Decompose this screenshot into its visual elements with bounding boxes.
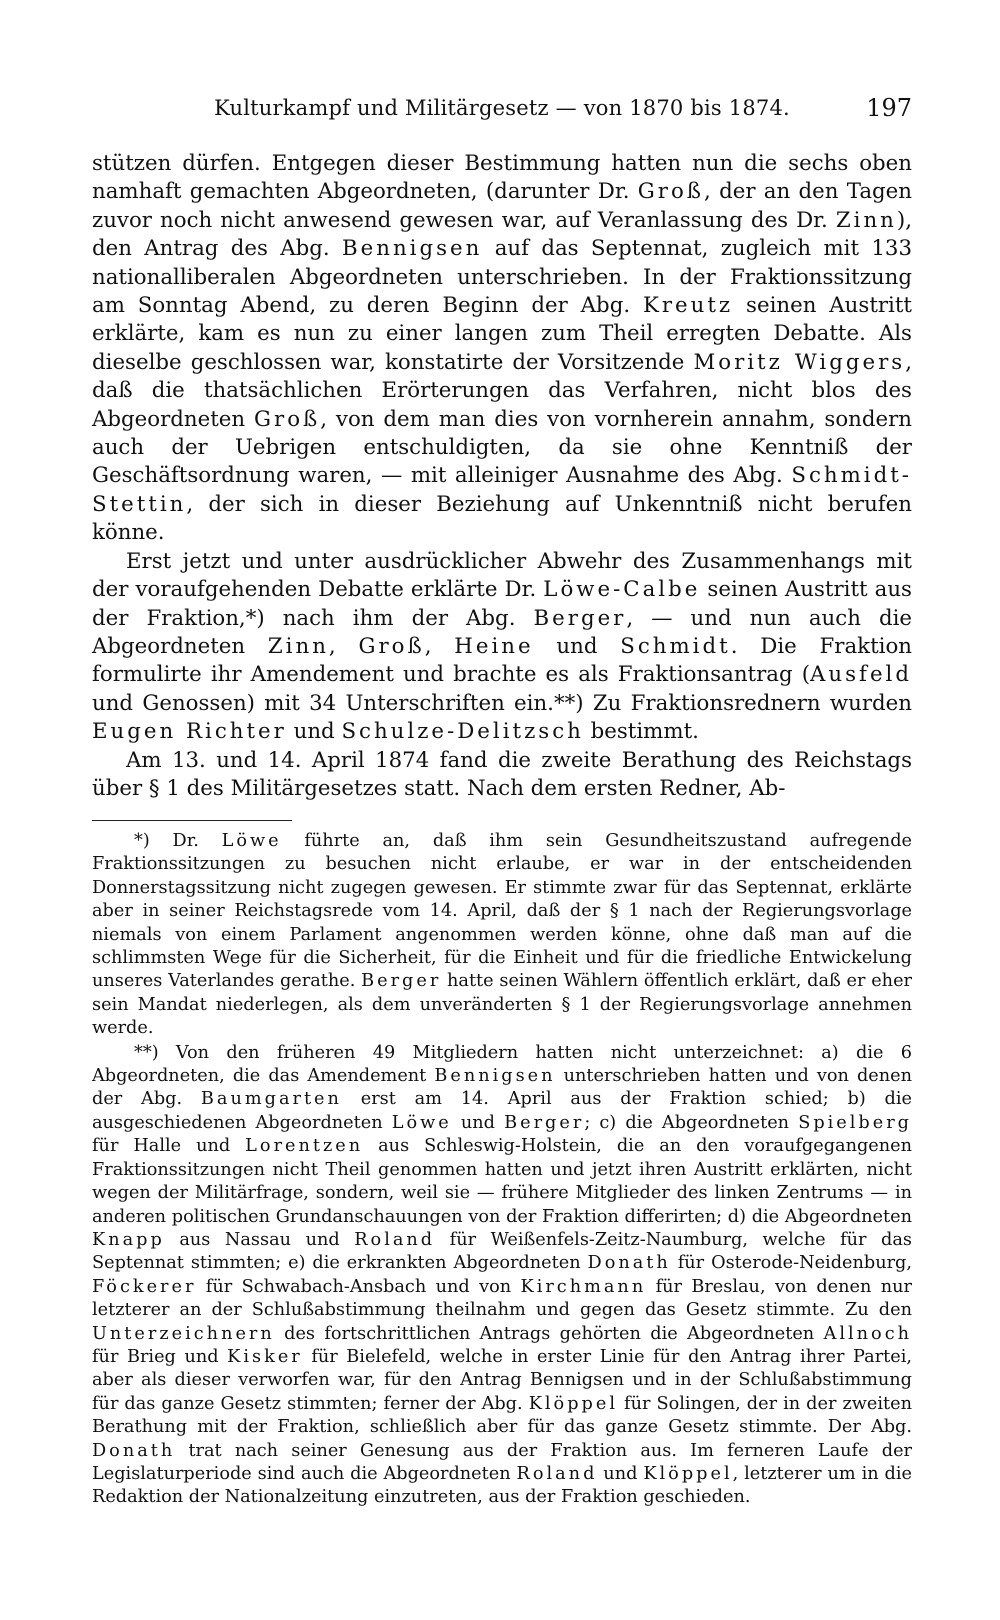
- text-run: *) Dr.: [134, 831, 222, 851]
- spaced-name: Löwe-Calbe: [543, 577, 701, 603]
- page-number: 197: [866, 94, 912, 122]
- text-run: seinen Austritt erklärte, kam es nun zu einer langen zum Theil erregten Debatte. Als dieselbe geschlossen war, konstatirte der Vorsitzende: [92, 293, 912, 375]
- text-run: für Bielefeld, welche in erster Linie für den Antrag ihrer Partei, aber als dieser verworfen war, für den Antrag Bennigsen und in der Schlußabstimmung für das ganze Gesetz stimmten; ferner der Abg.: [92, 1346, 913, 1414]
- text-run: stützen dürfen. Entgegen dieser Bestimmung hatten nun die sechs oben namhaft gemachten Abgeordneten, (darunter Dr.: [92, 151, 912, 205]
- text-run: für Breslau, von denen nur letzterer an der Schlußabstimmung theilnahm und gegen das Gesetz stimmte. Zu den: [92, 1276, 912, 1321]
- spaced-name: Klöppel: [528, 1393, 618, 1414]
- spaced-name: Groß: [358, 633, 425, 659]
- footnote-2: [92, 1042, 912, 1510]
- text-run: und: [597, 1463, 644, 1484]
- paragraph-1: [92, 150, 912, 548]
- spaced-name: Groß: [254, 406, 321, 432]
- spaced-name: Löwe: [221, 831, 282, 851]
- text-run: , von dem man dies von vornherein annahm, sondern auch der Uebrigen entschuldigten, da sie ohne Kenntniß der Geschäftsordnung waren, — mit alleiniger Ausnahme des Abg.: [92, 406, 912, 489]
- text-run: , daß die thatsächlichen Erörterungen das Verfahren, nicht blos des Abgeordneten: [92, 349, 912, 432]
- spaced-name: Spielberg: [798, 1112, 912, 1133]
- text-run: ,: [424, 633, 455, 659]
- text-run: ), den Antrag des Abg.: [92, 207, 912, 262]
- spaced-name: Löwe: [391, 1112, 452, 1133]
- page-header: [92, 96, 912, 132]
- text-run: auf das Septennat, zugleich mit 133 nationalliberalen Abgeordneten unterschrieben. In der Fraktionssitzung am Sonntag Abend, zu deren Beginn der Abg.: [92, 236, 912, 319]
- text-run: für Schwabach-Ansbach und von: [196, 1276, 521, 1297]
- text-run: , der an den Tagen zuvor noch nicht anwesend gewesen war, auf Veranlassung des Dr.: [92, 179, 912, 233]
- spaced-name: Allnoch: [823, 1323, 912, 1344]
- text-run: für Solingen, der in der zweiten Berathung mit der Fraktion, schließlich aber für das ganze Gesetz stimmte. Der Abg.: [92, 1393, 912, 1438]
- spaced-name: Kirchmann: [520, 1276, 647, 1297]
- text-run: hatte seinen Wählern öffentlich erklärt, daß er eher sein Mandat niederlegen, als dem unveränderten § 1 der Regierungsvorlage annehmen werde.: [92, 971, 912, 1039]
- spaced-name: Heine: [454, 633, 534, 659]
- text-run: seinen Austritt aus der Fraktion,*) nach ihm der Abg.: [92, 577, 912, 631]
- text-run: aus Nassau und: [164, 1229, 355, 1250]
- text-run: erst am 14. April aus der Fraktion schied; b) die ausgeschiedenen Abgeordneten: [92, 1089, 912, 1133]
- text-run: **) Von den früheren 49 Mitgliedern hatten nicht unterzeichnet: a) die 6 Abgeordneten, die das Amendement: [92, 1042, 912, 1087]
- text-run: führte an, daß ihm sein Gesundheitszustand aufregende Fraktionssitzungen zu besuchen nicht erlaube, er war in der entscheidenden Donnerstagssitzung nicht zugegen gewesen. Er stimmte zwar für das Septennat, erklärte aber in seiner Reichstagsrede vom 14. April, daß der § 1 nach der Regierungsvorlage niemals von einem Parlament angenommen werden könne, ohne daß man auf die schlimmsten Wege für die Sicherheit, für die Einheit und für die friedliche Entwickelung unseres Vaterlandes gerathe.: [92, 831, 912, 992]
- spaced-name: Ausfeld: [810, 662, 912, 688]
- spaced-name: Zinn: [267, 633, 329, 659]
- spaced-name: Donath: [92, 1440, 176, 1461]
- footnote-divider: [92, 820, 292, 821]
- spaced-name: Baumgarten: [200, 1089, 342, 1110]
- text-run: aus Schleswig-Holstein, die an den voraufgegangenen Fraktionssitzungen nicht Theil genommen hatten und jetzt ihren Austritt erklärten, nicht wegen der Militärfrage, sondern, weil sie — frühere Mitglieder des linken Zentrums — in anderen politischen Grundanschauungen von der Fraktion differirten; d) die Abgeordneten: [92, 1136, 913, 1227]
- footnotes: [92, 830, 912, 1510]
- text-run: trat nach seiner Genesung aus der Fraktion aus. Im ferneren Laufe der Legislaturperiode sind auch die Abgeordneten: [92, 1440, 912, 1484]
- text-run: des fortschrittlichen Antrags gehörten die Abgeordneten: [274, 1323, 824, 1344]
- spaced-name: Moritz Wiggers: [693, 349, 906, 375]
- spaced-name: Klöppel: [643, 1463, 733, 1484]
- text-run: und: [451, 1112, 505, 1133]
- spaced-name: Knapp: [92, 1229, 165, 1250]
- spaced-name: Roland: [516, 1463, 598, 1484]
- spaced-name: Berger: [504, 1112, 585, 1133]
- spaced-name: Bennigsen: [342, 236, 483, 262]
- paragraph-3: [92, 747, 912, 804]
- spaced-name: Schulze-Delitzsch: [341, 719, 584, 745]
- text-run: und: [533, 633, 621, 659]
- spaced-name: Groß: [637, 179, 705, 205]
- paragraph-2: [92, 548, 912, 747]
- text-run: Erst jetzt und unter ausdrücklicher Abwehr des Zusammenhangs mit der voraufgehenden Debatte erklärte Dr.: [92, 548, 912, 603]
- spaced-name: Schmidt: [620, 633, 731, 659]
- spaced-name: Schmidt-Stettin: [92, 463, 912, 517]
- spaced-name: Kisker: [227, 1346, 303, 1367]
- spaced-name: Berger: [361, 971, 442, 992]
- text-run: . Die Fraktion formulirte ihr Amendement und brachte es als Fraktionsantrag (: [92, 633, 912, 688]
- spaced-name: Donath: [587, 1253, 671, 1274]
- text-run: für Brieg und: [92, 1346, 228, 1367]
- text-run: für Osterode-Neidenburg,: [670, 1253, 912, 1274]
- spaced-name: Bennigsen: [434, 1066, 556, 1087]
- text-run: und: [286, 719, 342, 745]
- spaced-name: Zinn: [835, 207, 897, 233]
- text-run: , letzterer um in die Redaktion der Nationalzeitung einzutreten, aus der Fraktion geschieden.: [92, 1463, 912, 1508]
- spaced-name: Lorentzen: [245, 1136, 364, 1157]
- spaced-name: Kreutz: [642, 293, 734, 319]
- footnote-1: [92, 830, 912, 1041]
- spaced-name: Föckerer: [92, 1276, 197, 1297]
- text-run: unterschrieben hatten und von denen der Abg.: [92, 1066, 913, 1110]
- text-run: für Halle und: [92, 1136, 246, 1157]
- spaced-name: Eugen Richter: [92, 719, 287, 745]
- text-run: ; c) die Abgeordneten: [584, 1112, 799, 1133]
- text-run: ,: [328, 633, 359, 659]
- text-run: , der sich in dieser Beziehung auf Unkenntniß nicht berufen könne.: [92, 491, 912, 546]
- spaced-name: Berger: [533, 605, 627, 631]
- text-run: Am 13. und 14. April 1874 fand die zweite Berathung des Reichstags über § 1 des Militärgesetzes statt. Nach dem ersten Redner, Ab-: [92, 747, 912, 801]
- spaced-name: Roland: [354, 1229, 436, 1250]
- text-run: für Weißenfels-Zeitz-Naumburg, welche für das Septennat stimmten; e) die erkrankten Abgeordneten: [92, 1229, 912, 1274]
- text-run: bestimmt.: [583, 719, 699, 745]
- running-title: Kulturkampf und Militärgesetz — von 1870 bis 1874.: [214, 96, 790, 120]
- text-run: , — und nun auch die Abgeordneten: [92, 605, 912, 659]
- spaced-name: Unterzeichnern: [92, 1323, 275, 1344]
- text-run: und Genossen) mit 34 Unterschriften ein.**) Zu Fraktionsrednern wurden: [92, 690, 912, 716]
- main-text: [92, 150, 912, 803]
